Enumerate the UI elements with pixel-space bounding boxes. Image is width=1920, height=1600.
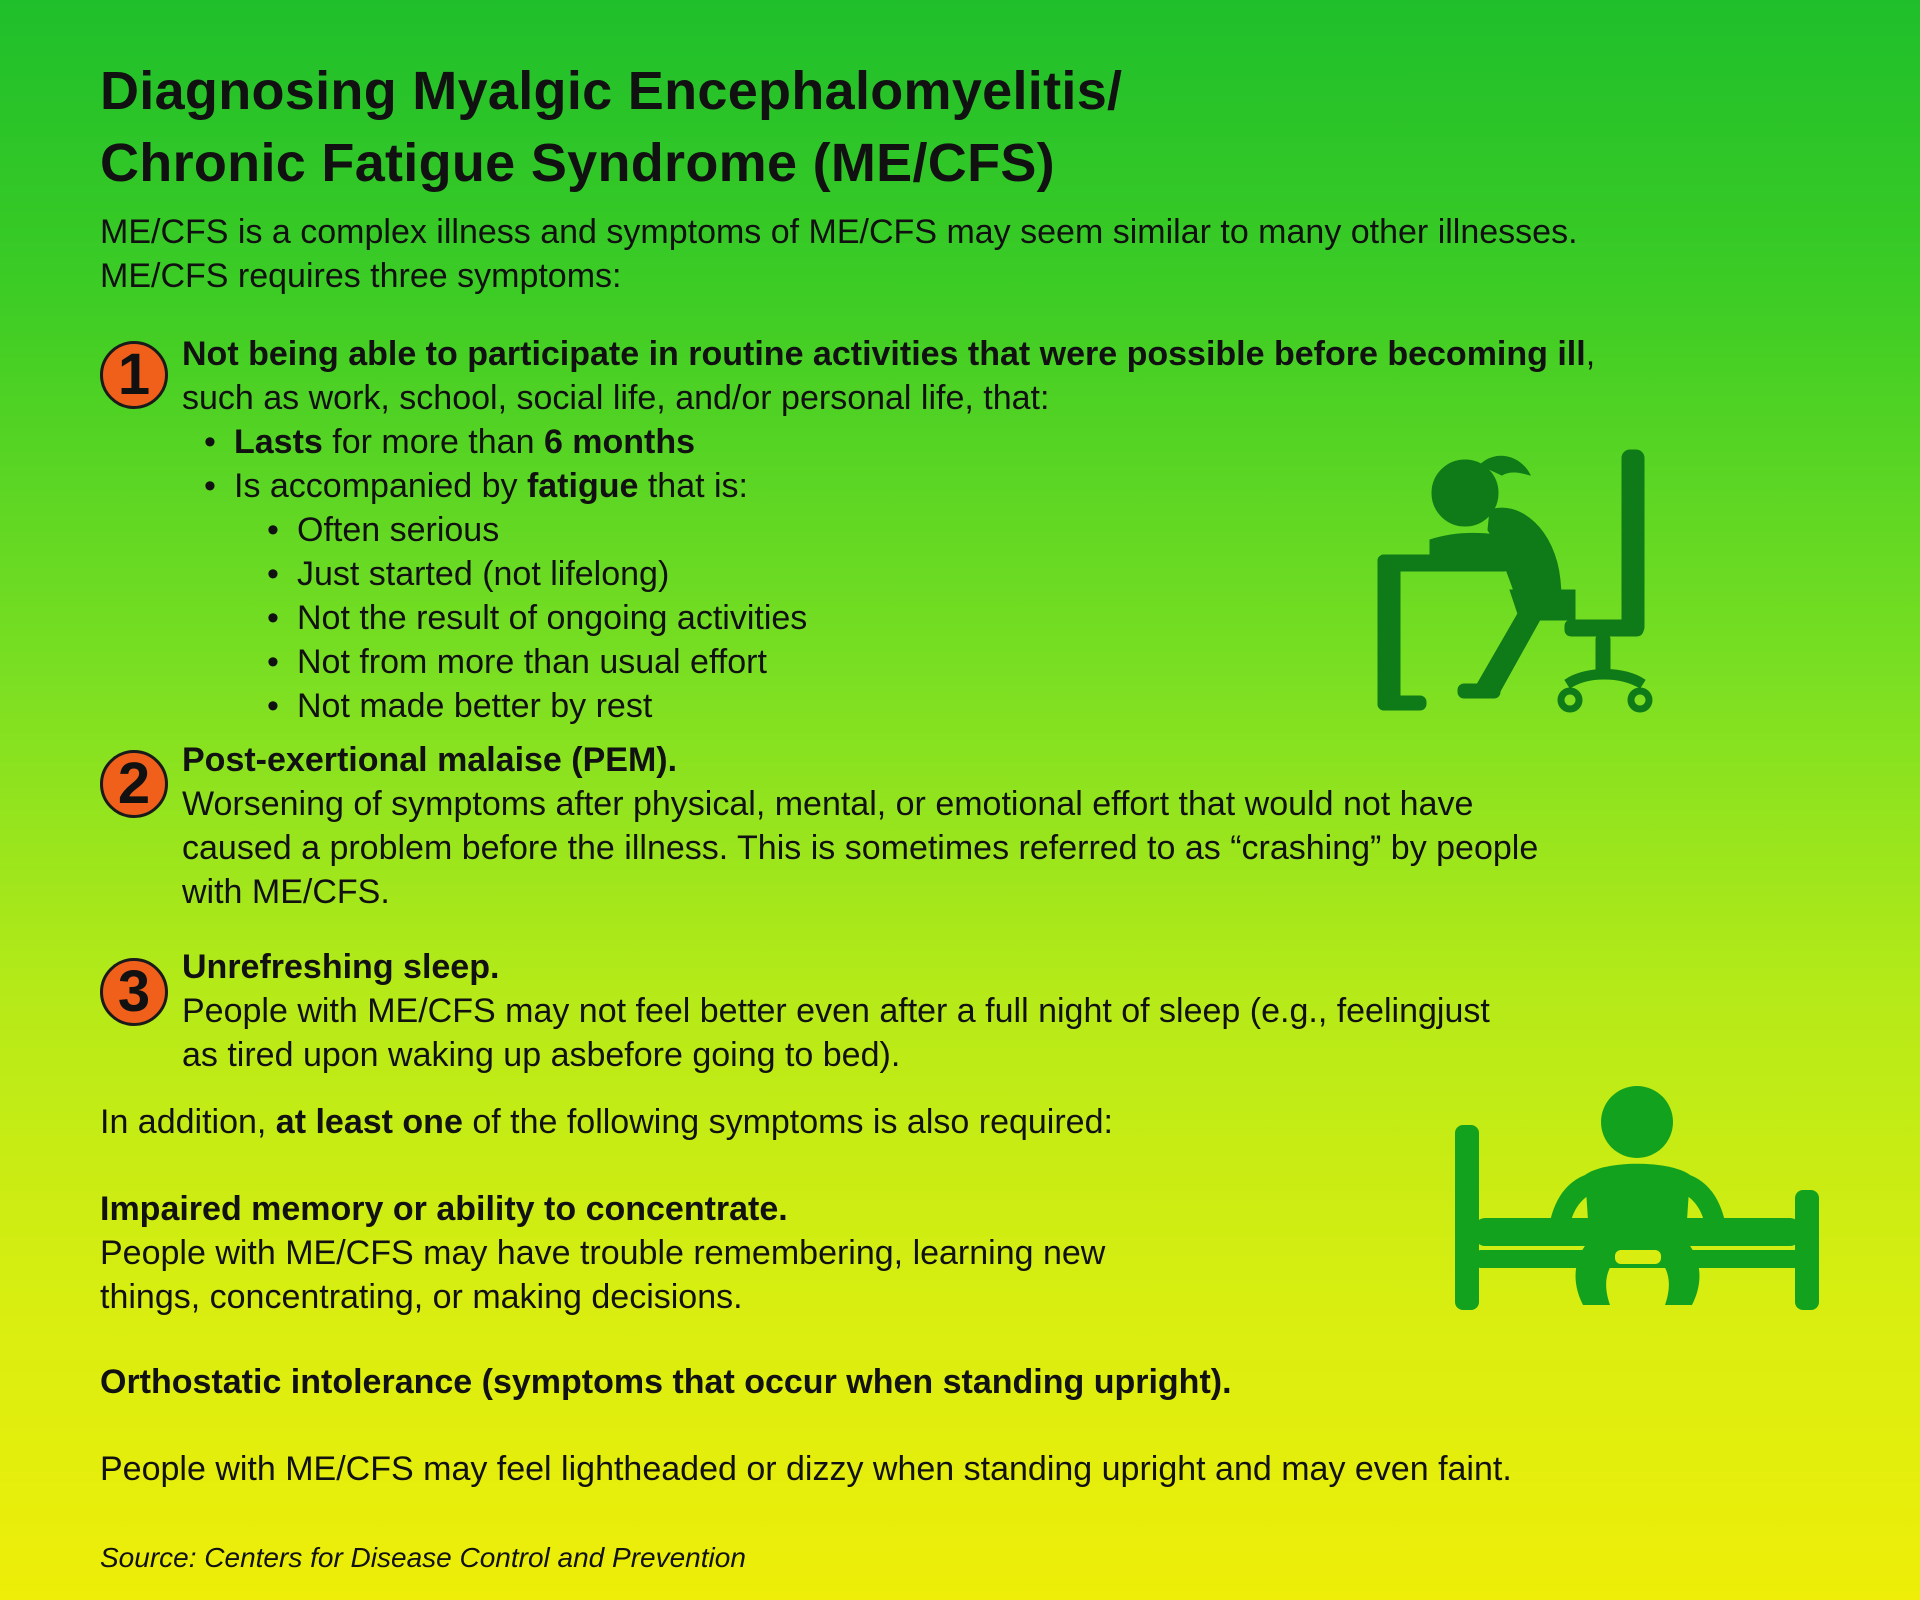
intro-paragraph — [100, 210, 1880, 298]
tired-person-at-desk-icon — [1370, 430, 1670, 720]
symptom-2-line: Worsening of symptoms after physical, mental, or emotional effort that would not have — [182, 785, 1474, 823]
number-badge-1: 1 — [100, 341, 168, 409]
bullet-fatigue-pre: Is accompanied by — [234, 467, 527, 505]
symptom-3-line: People with ME/CFS may not feel better even after a full night of sleep (e.g., feelingjust — [182, 992, 1490, 1030]
memory-section — [100, 1187, 1105, 1319]
sub-bullet: • Just started (not lifelong) — [182, 552, 1882, 596]
sub-bullet: • Often serious — [182, 508, 1882, 552]
number-badge-3: 3 — [100, 958, 168, 1026]
intro-line-1: ME/CFS is a complex illness and symptoms of ME/CFS may seem similar to many other illnesses. — [100, 213, 1578, 251]
orthostatic-text: People with ME/CFS may feel lightheaded or dizzy when standing upright and may even faint. — [100, 1450, 1512, 1488]
bullet-lasts-mid: for more than — [322, 423, 544, 461]
memory-heading: Impaired memory or ability to concentrate. — [100, 1190, 788, 1228]
number-badge-2: 2 — [100, 750, 168, 818]
addition-pre: In addition, — [100, 1103, 276, 1141]
bullet-lasts-bold: Lasts — [234, 423, 323, 461]
addition-line — [100, 1100, 1113, 1144]
bullet-fatigue-bold: fatigue — [526, 467, 639, 505]
title-line-2: Chronic Fatigue Syndrome (ME/CFS) — [100, 133, 1055, 193]
bullet-lasts-duration: 6 months — [543, 423, 696, 461]
symptom-2-line: with ME/CFS. — [182, 873, 390, 911]
page-title — [100, 55, 1600, 199]
symptom-1-continuation: such as work, school, social life, and/or personal life, that: — [182, 379, 1050, 417]
person-sitting-on-bed-icon — [1455, 1080, 1820, 1320]
sub-bullet: • Not the result of ongoing activities — [182, 596, 1882, 640]
symptom-3-line: as tired upon waking up asbefore going to bed). — [182, 1036, 901, 1074]
symptom-1-heading-tail: , — [1585, 335, 1596, 373]
intro-line-2: ME/CFS requires three symptoms: — [100, 257, 622, 295]
symptom-1-heading: Not being able to participate in routine activities that were possible before becoming ill — [182, 335, 1586, 373]
symptom-3-heading: Unrefreshing sleep. — [182, 948, 500, 986]
addition-post: of the following symptoms is also required: — [462, 1103, 1113, 1141]
bullet-fatigue-post: that is: — [638, 467, 748, 505]
sub-bullet: • Not made better by rest — [182, 684, 1882, 728]
source-credit: Source: Centers for Disease Control and Prevention — [100, 1542, 746, 1573]
title-line-1: Diagnosing Myalgic Encephalomyelitis/ — [100, 61, 1123, 121]
addition-bold: at least one — [275, 1103, 463, 1141]
symptom-2-heading: Post-exertional malaise (PEM). — [182, 741, 678, 779]
memory-line: things, concentrating, or making decisions. — [100, 1278, 743, 1316]
memory-line: People with ME/CFS may have trouble remembering, learning new — [100, 1234, 1106, 1272]
sub-bullet: • Not from more than usual effort — [182, 640, 1882, 684]
orthostatic-heading: Orthostatic intolerance (symptoms that occur when standing upright). — [100, 1363, 1232, 1401]
symptom-2-line: caused a problem before the illness. This is sometimes referred to as “crashing” by people — [182, 829, 1539, 867]
symptom-2-section — [182, 738, 1882, 914]
symptom-3-section — [182, 945, 1882, 1077]
